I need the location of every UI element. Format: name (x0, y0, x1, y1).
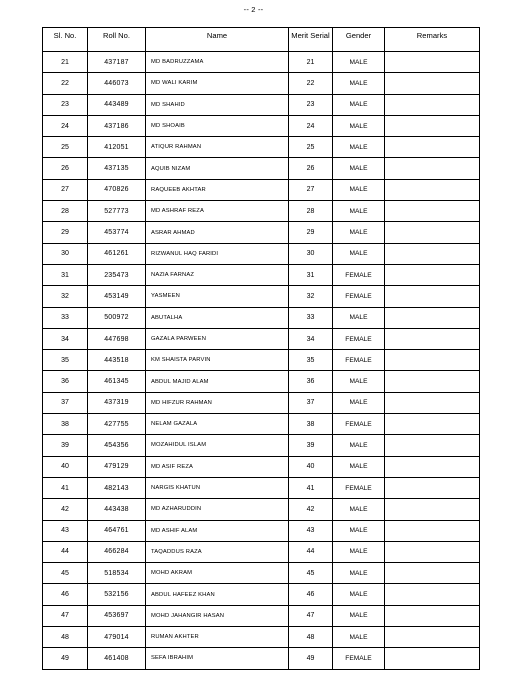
remarks-cell (385, 179, 480, 200)
remarks-cell (385, 456, 480, 477)
merit-serial-cell: 21 (289, 52, 333, 73)
sl-no-cell: 27 (43, 179, 88, 200)
table-row (43, 264, 480, 285)
sl-no-cell: 48 (43, 627, 88, 648)
roll-no-cell: 527773 (88, 201, 146, 222)
table-row (43, 648, 480, 669)
sl-no-cell: 47 (43, 605, 88, 626)
remarks-cell (385, 158, 480, 179)
remarks-cell (385, 115, 480, 136)
gender-cell: MALE (333, 307, 385, 328)
roll-no-cell: 470826 (88, 179, 146, 200)
name-cell: GAZALA PARWEEN (146, 328, 289, 349)
header-gender: Gender (333, 28, 385, 52)
roll-no-cell: 466284 (88, 541, 146, 562)
roll-no-cell: 453149 (88, 286, 146, 307)
roll-no-cell: 479129 (88, 456, 146, 477)
merit-serial-cell: 44 (289, 541, 333, 562)
remarks-cell (385, 52, 480, 73)
sl-no-cell: 23 (43, 94, 88, 115)
table-row (43, 222, 480, 243)
merit-serial-cell: 41 (289, 477, 333, 498)
sl-no-cell: 34 (43, 328, 88, 349)
gender-cell: MALE (333, 456, 385, 477)
gender-cell: MALE (333, 94, 385, 115)
table-row (43, 520, 480, 541)
table-row (43, 94, 480, 115)
roll-no-cell: 437319 (88, 392, 146, 413)
sl-no-cell: 38 (43, 414, 88, 435)
roll-no-cell: 437187 (88, 52, 146, 73)
table-row (43, 456, 480, 477)
merit-serial-cell: 24 (289, 115, 333, 136)
merit-serial-cell: 39 (289, 435, 333, 456)
merit-serial-cell: 23 (289, 94, 333, 115)
name-cell: MD WALI KARIM (146, 73, 289, 94)
table-row (43, 201, 480, 222)
table-row (43, 243, 480, 264)
gender-cell: MALE (333, 137, 385, 158)
name-cell: MOHD JAHANGIR HASAN (146, 605, 289, 626)
name-cell: MD SHAHID (146, 94, 289, 115)
remarks-cell (385, 94, 480, 115)
merit-serial-cell: 31 (289, 264, 333, 285)
header-name: Name (146, 28, 289, 52)
name-cell: MD ASHRAF REZA (146, 201, 289, 222)
gender-cell: FEMALE (333, 264, 385, 285)
sl-no-cell: 29 (43, 222, 88, 243)
roll-no-cell: 443489 (88, 94, 146, 115)
sl-no-cell: 39 (43, 435, 88, 456)
page-number: -- 2 -- (243, 5, 264, 14)
gender-cell: MALE (333, 499, 385, 520)
table-row (43, 115, 480, 136)
remarks-cell (385, 414, 480, 435)
table-body (43, 52, 480, 670)
sl-no-cell: 37 (43, 392, 88, 413)
remarks-cell (385, 328, 480, 349)
merit-serial-cell: 30 (289, 243, 333, 264)
roll-no-cell: 532156 (88, 584, 146, 605)
name-cell: SEFA IBRAHIM (146, 648, 289, 669)
gender-cell: MALE (333, 222, 385, 243)
merit-serial-cell: 42 (289, 499, 333, 520)
sl-no-cell: 41 (43, 477, 88, 498)
merit-serial-cell: 49 (289, 648, 333, 669)
roll-no-cell: 479014 (88, 627, 146, 648)
name-cell: RIZWANUL HAQ FARIDI (146, 243, 289, 264)
merit-serial-cell: 36 (289, 371, 333, 392)
merit-serial-cell: 47 (289, 605, 333, 626)
gender-cell: FEMALE (333, 350, 385, 371)
remarks-cell (385, 286, 480, 307)
roll-no-cell: 461408 (88, 648, 146, 669)
sl-no-cell: 49 (43, 648, 88, 669)
name-cell: MD ASIF REZA (146, 456, 289, 477)
table-row (43, 328, 480, 349)
remarks-cell (385, 137, 480, 158)
table-row (43, 286, 480, 307)
sl-no-cell: 36 (43, 371, 88, 392)
gender-cell: MALE (333, 541, 385, 562)
roll-no-cell: 443438 (88, 499, 146, 520)
name-cell: RUMAN AKHTER (146, 627, 289, 648)
merit-serial-cell: 33 (289, 307, 333, 328)
merit-serial-cell: 46 (289, 584, 333, 605)
gender-cell: MALE (333, 73, 385, 94)
merit-serial-cell: 37 (289, 392, 333, 413)
header-roll-no: Roll No. (88, 28, 146, 52)
merit-serial-cell: 35 (289, 350, 333, 371)
header-remarks: Remarks (385, 28, 480, 52)
roll-no-cell: 454356 (88, 435, 146, 456)
gender-cell: MALE (333, 392, 385, 413)
roll-no-cell: 235473 (88, 264, 146, 285)
merit-serial-cell: 34 (289, 328, 333, 349)
gender-cell: MALE (333, 243, 385, 264)
merit-serial-cell: 45 (289, 563, 333, 584)
table-header-row (43, 28, 480, 52)
sl-no-cell: 43 (43, 520, 88, 541)
table-row (43, 605, 480, 626)
gender-cell: FEMALE (333, 328, 385, 349)
table-row (43, 435, 480, 456)
name-cell: MD AZHARUDDIN (146, 499, 289, 520)
sl-no-cell: 42 (43, 499, 88, 520)
remarks-cell (385, 648, 480, 669)
name-cell: MD BADRUZZAMA (146, 52, 289, 73)
sl-no-cell: 33 (43, 307, 88, 328)
remarks-cell (385, 307, 480, 328)
gender-cell: FEMALE (333, 414, 385, 435)
table-row (43, 414, 480, 435)
header-merit-serial (289, 28, 333, 52)
merit-serial-cell: 32 (289, 286, 333, 307)
sl-no-cell: 21 (43, 52, 88, 73)
merit-serial-cell: 29 (289, 222, 333, 243)
merit-serial-cell: 48 (289, 627, 333, 648)
table-row (43, 627, 480, 648)
roll-no-cell: 500972 (88, 307, 146, 328)
table-row (43, 73, 480, 94)
name-cell: MOZAHIDUL ISLAM (146, 435, 289, 456)
remarks-cell (385, 222, 480, 243)
name-cell: TAQADDUS RAZA (146, 541, 289, 562)
roll-no-cell: 461261 (88, 243, 146, 264)
name-cell: ATIQUR RAHMAN (146, 137, 289, 158)
gender-cell: MALE (333, 605, 385, 626)
gender-cell: MALE (333, 584, 385, 605)
remarks-cell (385, 350, 480, 371)
sl-no-cell: 40 (43, 456, 88, 477)
roll-no-cell: 453774 (88, 222, 146, 243)
sl-no-cell: 26 (43, 158, 88, 179)
remarks-cell (385, 264, 480, 285)
sl-no-cell: 22 (43, 73, 88, 94)
name-cell: ABUTALHA (146, 307, 289, 328)
sl-no-cell: 25 (43, 137, 88, 158)
table-row (43, 563, 480, 584)
name-cell: MOHD AKRAM (146, 563, 289, 584)
roll-no-cell: 412051 (88, 137, 146, 158)
remarks-cell (385, 392, 480, 413)
name-cell: ASRAR AHMAD (146, 222, 289, 243)
roll-no-cell: 461345 (88, 371, 146, 392)
table-row (43, 350, 480, 371)
table-row (43, 477, 480, 498)
remarks-cell (385, 371, 480, 392)
roll-no-cell: 427755 (88, 414, 146, 435)
table-row (43, 158, 480, 179)
remarks-cell (385, 499, 480, 520)
roll-no-cell: 446073 (88, 73, 146, 94)
roll-no-cell: 443518 (88, 350, 146, 371)
table-row (43, 584, 480, 605)
gender-cell: MALE (333, 158, 385, 179)
gender-cell: FEMALE (333, 286, 385, 307)
merit-serial-cell: 27 (289, 179, 333, 200)
sl-no-cell: 44 (43, 541, 88, 562)
remarks-cell (385, 627, 480, 648)
table-row (43, 137, 480, 158)
roll-no-cell: 437135 (88, 158, 146, 179)
remarks-cell (385, 243, 480, 264)
gender-cell: MALE (333, 115, 385, 136)
remarks-cell (385, 541, 480, 562)
table-row (43, 307, 480, 328)
gender-cell: MALE (333, 435, 385, 456)
gender-cell: MALE (333, 627, 385, 648)
table-row (43, 541, 480, 562)
table-row (43, 392, 480, 413)
name-cell: NELAM GAZALA (146, 414, 289, 435)
header-sl-no: Sl. No. (43, 28, 88, 52)
gender-cell: MALE (333, 179, 385, 200)
sl-no-cell: 31 (43, 264, 88, 285)
remarks-cell (385, 584, 480, 605)
name-cell: ABDUL HAFEEZ KHAN (146, 584, 289, 605)
gender-cell: FEMALE (333, 648, 385, 669)
sl-no-cell: 24 (43, 115, 88, 136)
name-cell: MD SHOAIB (146, 115, 289, 136)
merit-list-table (42, 27, 480, 670)
roll-no-cell: 453697 (88, 605, 146, 626)
sl-no-cell: 46 (43, 584, 88, 605)
merit-serial-cell: 40 (289, 456, 333, 477)
name-cell: MD ASHIF ALAM (146, 520, 289, 541)
gender-cell: MALE (333, 52, 385, 73)
name-cell: AQUIB NIZAM (146, 158, 289, 179)
sl-no-cell: 32 (43, 286, 88, 307)
merit-serial-cell: 26 (289, 158, 333, 179)
gender-cell: MALE (333, 520, 385, 541)
remarks-cell (385, 477, 480, 498)
remarks-cell (385, 520, 480, 541)
name-cell: NAZIA FARNAZ (146, 264, 289, 285)
gender-cell: FEMALE (333, 477, 385, 498)
gender-cell: MALE (333, 201, 385, 222)
sl-no-cell: 45 (43, 563, 88, 584)
name-cell: NARGIS KHATUN (146, 477, 289, 498)
name-cell: RAQUEEB AKHTAR (146, 179, 289, 200)
table-row (43, 179, 480, 200)
table-row (43, 499, 480, 520)
remarks-cell (385, 73, 480, 94)
roll-no-cell: 482143 (88, 477, 146, 498)
roll-no-cell: 518534 (88, 563, 146, 584)
merit-serial-cell: 43 (289, 520, 333, 541)
roll-no-cell: 437186 (88, 115, 146, 136)
roll-no-cell: 447698 (88, 328, 146, 349)
sl-no-cell: 35 (43, 350, 88, 371)
name-cell: YASMEEN (146, 286, 289, 307)
table-row (43, 52, 480, 73)
merit-serial-cell: 25 (289, 137, 333, 158)
roll-no-cell: 464761 (88, 520, 146, 541)
remarks-cell (385, 201, 480, 222)
merit-serial-cell: 28 (289, 201, 333, 222)
sl-no-cell: 30 (43, 243, 88, 264)
name-cell: KM SHAISTA PARVIN (146, 350, 289, 371)
gender-cell: MALE (333, 563, 385, 584)
remarks-cell (385, 605, 480, 626)
sl-no-cell: 28 (43, 201, 88, 222)
name-cell: MD HIFZUR RAHMAN (146, 392, 289, 413)
name-cell: ABDUL MAJID ALAM (146, 371, 289, 392)
header-merit-serial-label: Merit Serial (291, 31, 330, 40)
remarks-cell (385, 435, 480, 456)
merit-serial-cell: 22 (289, 73, 333, 94)
remarks-cell (385, 563, 480, 584)
table-row (43, 371, 480, 392)
gender-cell: MALE (333, 371, 385, 392)
merit-serial-cell: 38 (289, 414, 333, 435)
